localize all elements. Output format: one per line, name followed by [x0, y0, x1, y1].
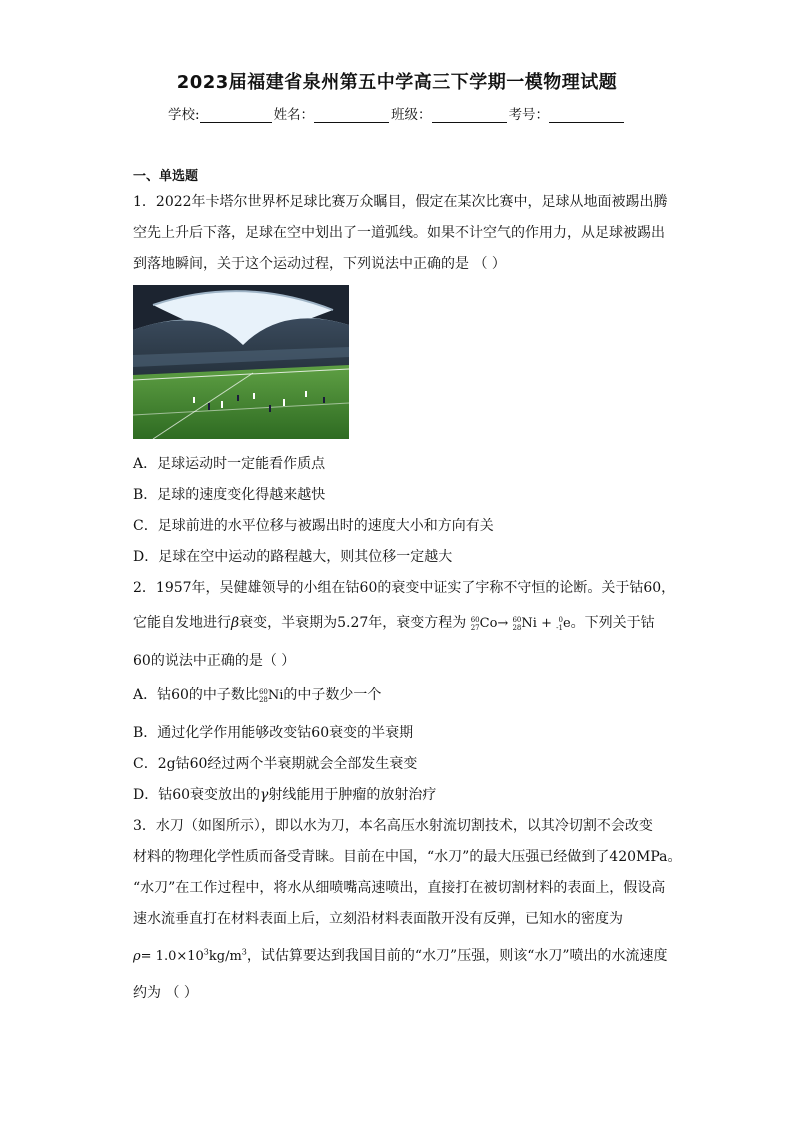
q2-line-2: [133, 612, 655, 632]
density-formula: [133, 949, 247, 964]
rho-value: = 1.0×10: [140, 949, 204, 964]
q3-line-3: “水刀”在工作过程中，将水从细喷嘴高速喷出，直接打在被切割材料的表面上，假设高: [133, 880, 666, 896]
q2-line-2-text-c: 。下列关于钴: [570, 615, 655, 631]
electron-numbers: [556, 616, 563, 632]
electron-symbol: e: [562, 616, 571, 631]
school-blank: [200, 108, 272, 123]
q3-line-2: 材料的物理化学性质而备受青睐。目前在中国，“水刀”的最大压强已经做到了420MPa。: [133, 849, 682, 865]
student-info-line: [168, 103, 626, 123]
q2-line-3: 60的说法中正确的是（ ）: [133, 653, 296, 669]
q2-line-2-text-b: 衰变，半衰期为5.27年，衰变方程为: [239, 615, 467, 631]
q2-line-2-text-a: 它能自发地进行: [133, 615, 231, 631]
q1-line-2: 空先上升后下落，足球在空中划出了一道弧线。如果不计空气的作用力，从足球被踢出: [133, 225, 665, 241]
q1-option-a: A．足球运动时一定能看作质点: [133, 456, 326, 472]
q3-line-5: [133, 945, 668, 965]
co-mass-number: 60: [470, 615, 480, 624]
gamma-symbol: γ: [260, 787, 269, 803]
id-blank: [549, 108, 624, 123]
arrow-symbol: →: [497, 616, 509, 631]
ni-mass-number-a: 60: [258, 687, 268, 696]
id-label: 考号：: [508, 107, 550, 123]
q1-option-d: D．足球在空中运动的路程越大，则其位移一定越大: [133, 549, 453, 565]
rho-symbol: ρ: [133, 949, 141, 964]
q2-option-a: [133, 684, 381, 704]
school-label: 学校:: [168, 107, 200, 123]
q2-option-d: [133, 784, 436, 804]
q2-line-1: 2．1957年，吴健雄领导的小组在钴60的衰变中证实了宇称不守恒的论断。关于钴60，: [133, 580, 676, 596]
q1-line-3: 到落地瞬间，关于这个运动过程，下列说法中正确的是 （ ）: [133, 256, 506, 272]
ni-mass-number: 60: [512, 615, 522, 624]
rho-exponent: 3: [203, 947, 209, 957]
plus-symbol: +: [541, 616, 552, 631]
ni-nuclide-numbers-a: [259, 688, 268, 704]
name-blank: [314, 108, 389, 123]
page-title: 2023届福建省泉州第五中学高三下学期一模物理试题: [176, 72, 618, 93]
name-label: 姓名：: [273, 107, 315, 123]
ni-nuclide: [259, 688, 283, 703]
q2-option-a-text-a: A．钴60的中子数比: [133, 687, 259, 703]
co-atomic-number: 27: [470, 623, 480, 632]
q2-option-b: B．通过化学作用能够改变钴60衰变的半衰期: [133, 725, 414, 741]
class-label: 班级：: [391, 107, 432, 123]
decay-equation: [471, 616, 571, 631]
q3-line-1: 3．水刀（如图所示），即以水为刀，本名高压水射流切割技术，以其冷切割不会改变: [133, 818, 653, 834]
q3-line-4: 速水流垂直打在材料表面上后，立刻沿材料表面散开没有反弹，已知水的密度为: [133, 911, 623, 927]
q2-option-d-text-b: 射线能用于肿瘤的放射治疗: [268, 787, 437, 803]
ni-symbol-a: Ni: [267, 688, 284, 703]
ni-atomic-number: 28: [512, 623, 522, 632]
stadium-photo: [133, 285, 349, 439]
q3-line-6: 约为 （ ）: [133, 985, 198, 1001]
q2-option-d-text-a: D．钴60衰变放出的: [133, 787, 261, 803]
class-blank: [432, 108, 507, 123]
electron-charge-number: -1: [556, 623, 563, 632]
ni-atomic-number-a: 28: [258, 695, 268, 704]
q2-option-a-text-b: 的中子数少一个: [283, 687, 382, 703]
q2-option-c: C．2g钴60经过两个半衰期就会全部发生衰变: [133, 756, 418, 772]
co-nuclide-numbers: [471, 616, 480, 632]
electron-mass-number: 0: [558, 615, 563, 624]
section-heading: 一、单选题: [133, 169, 199, 184]
q1-option-c: C．足球前进的水平位移与被踢出时的速度大小和方向有关: [133, 518, 494, 534]
ni-symbol: Ni: [521, 616, 537, 631]
rho-unit-exponent: 3: [241, 947, 247, 957]
co-symbol: Co: [479, 616, 498, 631]
q3-line-5-text: ，试估算要达到我国目前的“水刀”压强，则该“水刀”喷出的水流速度: [246, 948, 668, 964]
q1-line-1: 1．2022年卡塔尔世界杯足球比赛万众瞩目，假定在某次比赛中，足球从地面被踢出腾: [133, 194, 668, 210]
q1-option-b: B．足球的速度变化得越来越快: [133, 487, 326, 503]
rho-unit: kg/m: [208, 949, 242, 964]
beta-symbol: β: [231, 615, 240, 631]
